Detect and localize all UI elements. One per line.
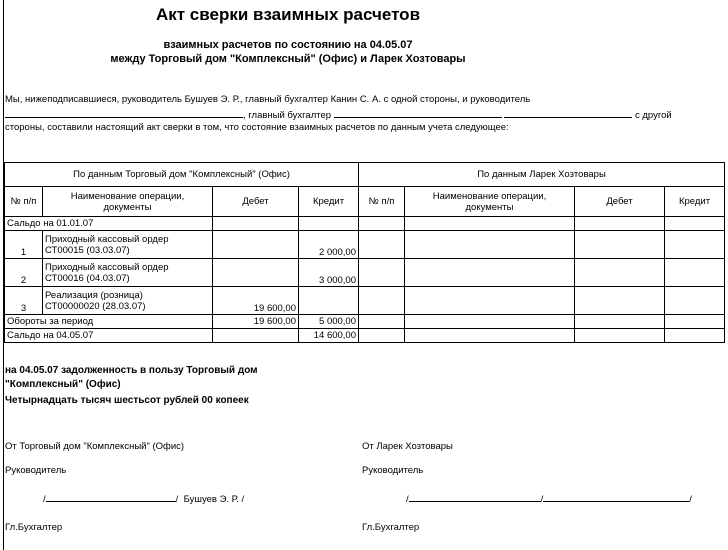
row-name-line1: Приходный кассовый ордер (45, 261, 169, 273)
row-debit: 19 600,00 (213, 287, 299, 315)
cell (405, 217, 575, 231)
cell (359, 231, 405, 259)
left-accountant-label: Гл.Бухгалтер (5, 522, 63, 533)
col-name-header-right-line1: Наименование операции, (432, 190, 547, 202)
row-name-line2: СТ00016 (04.03.07) (45, 272, 130, 284)
table-row (5, 287, 725, 315)
subtitle-state-date: взаимных расчетов по состоянию на 04.05.07 (163, 39, 413, 51)
turnover-row (5, 315, 725, 329)
cell (359, 259, 405, 287)
cell (405, 287, 575, 315)
col-credit-header-right: Кредит (665, 187, 725, 217)
col-name-header-line2: документы (103, 201, 152, 213)
cell (665, 231, 725, 259)
cell (213, 329, 299, 343)
left-party-header: По данным Торговый дом "Комплексный" (Офис) (5, 163, 359, 187)
cell (665, 329, 725, 343)
turnover-debit: 19 600,00 (213, 315, 299, 329)
col-name-header-line1: Наименование операции, (70, 190, 185, 202)
right-head-name-line (543, 492, 689, 502)
cell (359, 329, 405, 343)
cell (405, 231, 575, 259)
party-header-row (5, 163, 725, 187)
blank-accountant-name-2 (504, 108, 632, 118)
cell (359, 217, 405, 231)
cell (405, 315, 575, 329)
closing-credit: 14 600,00 (299, 329, 359, 343)
col-credit-header: Кредит (299, 187, 359, 217)
reconciliation-table (4, 162, 725, 343)
closing-balance-label: Сальдо на 04.05.07 (5, 329, 213, 343)
cell (359, 315, 405, 329)
right-head-label: Руководитель (362, 465, 424, 476)
closing-balance-row (5, 329, 725, 343)
turnover-credit: 5 000,00 (299, 315, 359, 329)
col-debit-header: Дебет (213, 187, 299, 217)
left-head-signature-line (46, 492, 176, 502)
row-num: 2 (5, 259, 43, 287)
slash: / (406, 494, 409, 505)
row-name (43, 287, 213, 315)
right-head-signature (406, 492, 692, 505)
cell (575, 287, 665, 315)
table-row (5, 259, 725, 287)
cell (299, 217, 359, 231)
document-title: Акт сверки взаимных расчетов (155, 5, 421, 24)
col-num-header: № п/п (5, 187, 43, 217)
cell (575, 217, 665, 231)
row-name-line2: СТ00015 (03.03.07) (45, 244, 130, 256)
row-name-line2: СТ00000020 (28.03.07) (45, 300, 146, 312)
cell (665, 259, 725, 287)
col-name-header-right-line2: документы (465, 201, 514, 213)
conclusion-line-1: на 04.05.07 задолженность в пользу Торговый дом (5, 365, 258, 376)
cell (665, 315, 725, 329)
blank-head-name (5, 108, 243, 118)
subtitle-parties: между Торговый дом "Комплексный" (Офис) и Ларек Хозтовары (110, 53, 466, 65)
row-debit (213, 259, 299, 287)
opening-balance-row (5, 217, 725, 231)
cell (405, 259, 575, 287)
cell (575, 259, 665, 287)
row-credit: 2 000,00 (299, 231, 359, 259)
slash: / (689, 494, 692, 505)
left-head-name: Бушуев Э. Р. / (183, 494, 245, 505)
conclusion-line-2: "Комплексный" (Офис) (5, 379, 121, 390)
right-signatory-from: От Ларек Хозтовары (362, 441, 453, 452)
intro-line-1: Мы, нижеподписавшиеся, руководитель Бушуев Э. Р., главный бухгалтер Канин С. А. с одной стороны, и руководитель (5, 94, 531, 105)
row-name (43, 259, 213, 287)
slash: / (43, 494, 46, 505)
right-party-header: По данным Ларек Хозтовары (359, 163, 725, 187)
slash: / (175, 494, 179, 505)
left-head-label: Руководитель (5, 465, 67, 476)
conclusion-amount-words: Четырнадцать тысяч шестьсот рублей 00 копеек (5, 395, 249, 406)
right-accountant-label: Гл.Бухгалтер (362, 522, 420, 533)
row-credit (299, 287, 359, 315)
cell (575, 231, 665, 259)
cell (575, 329, 665, 343)
col-num-header-right: № п/п (359, 187, 405, 217)
table-row (5, 231, 725, 259)
turnover-label: Обороты за период (5, 315, 213, 329)
intro-line-2-mid: , главный бухгалтер (243, 110, 332, 121)
row-name-line1: Реализация (розница) (45, 289, 143, 301)
row-credit: 3 000,00 (299, 259, 359, 287)
intro-line-3: стороны, составили настоящий акт сверки в том, что состояние взаимных расчетов по данным учета следующее: (5, 122, 509, 133)
column-header-row (5, 187, 725, 217)
col-name-header-right (405, 187, 575, 217)
cell (665, 287, 725, 315)
right-head-signature-line (409, 492, 541, 502)
cell (359, 287, 405, 315)
row-debit (213, 231, 299, 259)
intro-line-2 (5, 108, 672, 121)
left-signatory-from: От Торговый дом "Комплексный" (Офис) (5, 441, 185, 452)
cell (213, 217, 299, 231)
intro-line-2-end: с другой (634, 110, 672, 121)
left-head-signature (43, 492, 244, 505)
row-name-line1: Приходный кассовый ордер (45, 233, 169, 245)
col-name-header (43, 187, 213, 217)
slash: / (540, 494, 544, 505)
opening-balance-label: Сальдо на 01.01.07 (5, 217, 213, 231)
row-name (43, 231, 213, 259)
cell (405, 329, 575, 343)
cell (665, 217, 725, 231)
row-num: 3 (5, 287, 43, 315)
cell (575, 315, 665, 329)
col-debit-header-right: Дебет (575, 187, 665, 217)
row-num: 1 (5, 231, 43, 259)
blank-accountant-name (334, 108, 502, 118)
